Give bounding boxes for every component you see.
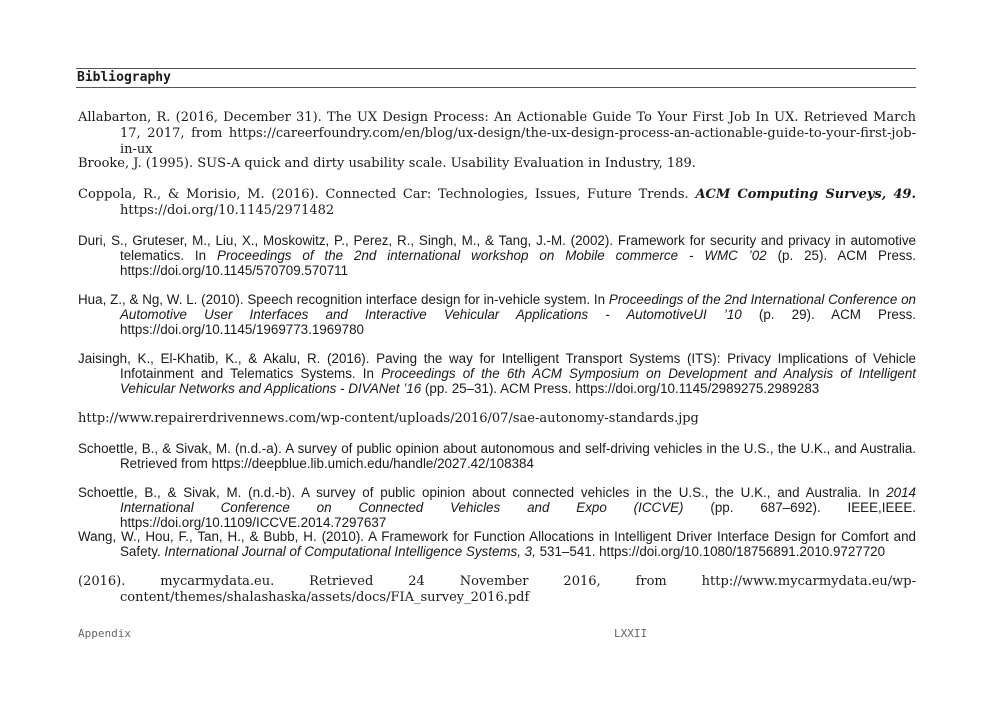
reference-text: https://doi.org/10.1145/2971482 <box>120 203 335 218</box>
reference-source-title: Proceedings of the 2nd international workshop on Mobile commerce - WMC ’02 <box>217 248 767 263</box>
reference-source-title: 2014 International Conference on Connected Vehicles and Expo (ICCVE) <box>120 485 916 515</box>
reference-text: Schoettle, B., & Sivak, M. (n.d.-b). A survey of public opinion about connected vehicles in the U.S., the U.K., and Australia. In <box>78 485 887 500</box>
reference-url: http://www.repairerdrivennews.com/wp-content/uploads/2016/07/sae-autonomy-standards.jpg <box>78 411 699 426</box>
reference-entry <box>78 574 916 606</box>
reference-entry <box>78 485 916 530</box>
reference-entry <box>78 110 916 158</box>
section-heading: Bibliography <box>76 68 916 88</box>
reference-text: Duri, S., Gruteser, M., Liu, X., Moskowitz, P., Perez, R., Singh, M., & Tang, J.-M. (2002). Framework for security and privacy in automotive telematics. In <box>78 233 916 263</box>
reference-source-title: Proceedings of the 6th ACM Symposium on Development and Analysis of Intelligent Vehicular Networks and Applications - DIVANet ’16 <box>120 366 917 396</box>
footer-section-label: Appendix <box>78 627 131 640</box>
reference-text: Wang, W., Hou, F., Tan, H., & Bubb, H. (2010). A Framework for Function Allocations in Intelligent Driver Interface Design for Comfort and Safety. <box>78 529 916 559</box>
reference-text: (pp. 25–31). ACM Press. https://doi.org/10.1145/2989275.2989283 <box>421 381 820 396</box>
reference-entry <box>78 441 916 471</box>
reference-source-title: Proceedings of the 2nd International Conference on Automotive User Interfaces and Interactive Vehicular Applications - AutomotiveUI ’10 <box>120 292 916 322</box>
reference-text: 531–541. https://doi.org/10.1080/18756891.2010.9727720 <box>535 544 886 559</box>
reference-entry <box>78 156 916 172</box>
reference-entry <box>78 411 916 427</box>
footer-page-number: LXXII <box>614 627 648 640</box>
reference-text: Schoettle, B., & Sivak, M. (n.d.-a). A survey of public opinion about autonomous and self-driving vehicles in the U.S., the U.K., and Australia. Retrieved from https://deepblue.lib.umich.edu/handle/2027.42/108384 <box>78 441 916 471</box>
reference-text: Hua, Z., & Ng, W. L. (2010). Speech recognition interface design for in-vehicle system. In <box>78 292 609 307</box>
reference-text: (2016). mycarmydata.eu. Retrieved 24 November 2016, from http://www.mycarmydata.eu/wp-content/themes/shalashaska/assets/docs/FIA_survey_2016.pdf <box>78 574 916 605</box>
reference-entry <box>78 233 916 278</box>
reference-text: (p. 29). ACM Press. https://doi.org/10.1145/1969773.1969780 <box>120 307 916 337</box>
reference-source-title: ACM Computing Surveys, 49. <box>695 187 916 202</box>
reference-entry <box>78 351 916 396</box>
reference-text: Brooke, J. (1995). SUS-A quick and dirty usability scale. Usability Evaluation in Industry, 189. <box>78 156 696 171</box>
reference-entry <box>78 187 916 219</box>
reference-entry <box>78 292 916 337</box>
reference-source-title: International Journal of Computational Intelligence Systems, 3, <box>164 544 536 559</box>
reference-text: (p. 25). ACM Press. https://doi.org/10.1145/570709.570711 <box>120 248 916 278</box>
reference-text: Jaisingh, K., El-Khatib, K., & Akalu, R. (2016). Paving the way for Intelligent Transport Systems (ITS): Privacy Implications of Vehicle Infotainment and Telematics Systems. In <box>78 351 916 381</box>
reference-entry <box>78 529 916 559</box>
reference-text: Allabarton, R. (2016, December 31). The UX Design Process: An Actionable Guide To Your First Job In UX. Retrieved March 17, 2017, from https://careerfoundry.com/en/blog/ux-design/the-ux-design-process-an-actionable-guide-to-your-first-job-in-ux <box>78 110 916 157</box>
reference-text: Coppola, R., & Morisio, M. (2016). Connected Car: Technologies, Issues, Future Trends. <box>78 187 696 202</box>
reference-text: (pp. 687–692). IEEE,IEEE. https://doi.org/10.1109/ICCVE.2014.7297637 <box>120 500 917 530</box>
